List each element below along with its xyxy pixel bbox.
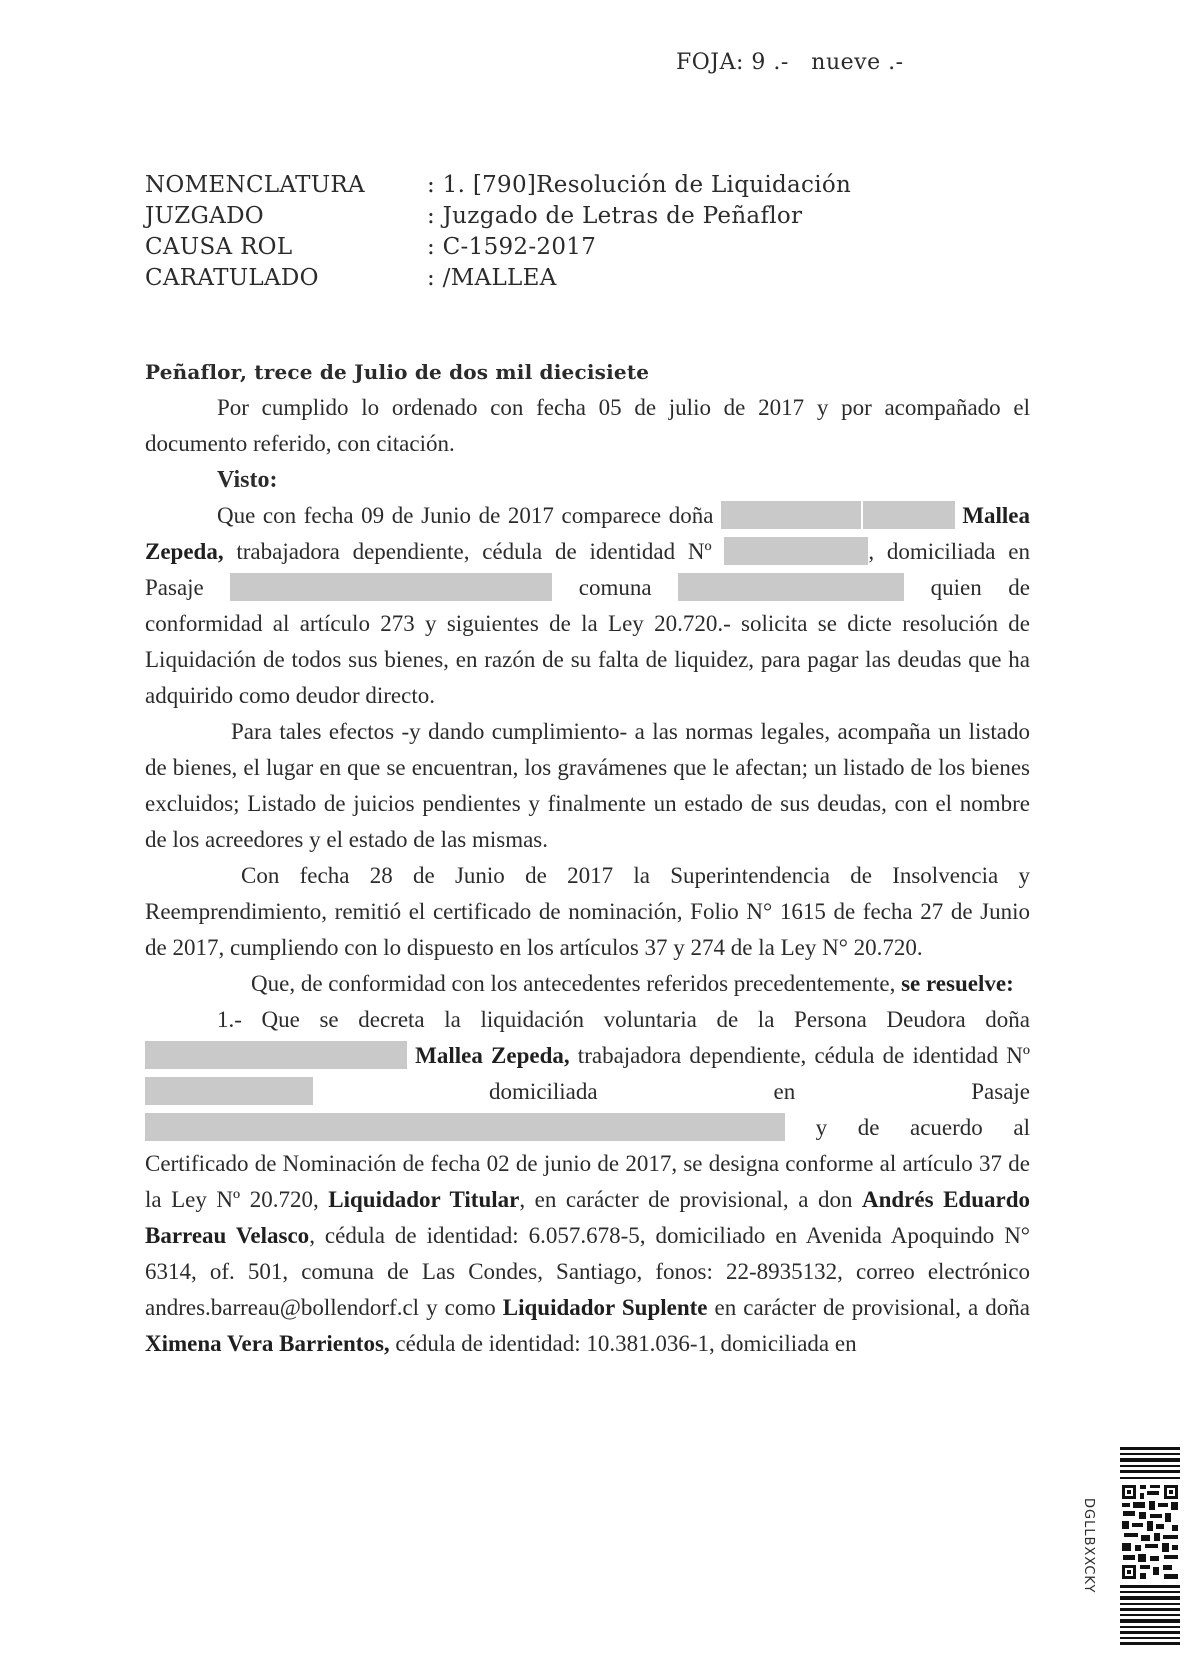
redacted-id-number bbox=[145, 1077, 313, 1105]
debtor-surname: Mallea Zepeda, bbox=[415, 1043, 570, 1068]
header-row-nomenclatura bbox=[145, 170, 851, 201]
visto-heading: Visto: bbox=[217, 467, 278, 493]
header-row-caratulado bbox=[145, 263, 851, 294]
text-run: , en carácter de provisional, a don bbox=[519, 1187, 862, 1212]
liquidador-titular-name: Andrés Eduardo Barreau Velasco bbox=[145, 1187, 1031, 1248]
header-label: CARATULADO bbox=[145, 265, 319, 291]
text-run: quien de conformidad al artículo 273 y siguientes de la Ley 20.720.- solicita se dicte resolución de Liquidación de todos sus bienes, en razón de su falta de liquidez, para pagar las deudas que ha adquirido como deudor directo. bbox=[145, 575, 1030, 708]
text-run: Que, de conformidad con los antecedentes referidos precedentemente, bbox=[251, 971, 902, 996]
header-label: JUZGADO bbox=[145, 203, 264, 229]
header-value: : /MALLEA bbox=[427, 265, 557, 291]
text-run: Que con fecha 09 de Junio de 2017 comparece doña bbox=[217, 503, 722, 528]
case-header bbox=[145, 170, 851, 294]
text-run: 1.- Que se decreta la liquidación voluntaria de la Persona Deudora doña bbox=[217, 1007, 1030, 1032]
text-run: comuna bbox=[552, 575, 679, 600]
redacted-address bbox=[145, 1113, 785, 1141]
liquidador-suplente-label: Liquidador Suplente bbox=[502, 1295, 708, 1320]
date-line: Peñaflor, trece de Julio de dos mil diecisiete bbox=[145, 360, 650, 384]
header-value: : C-1592-2017 bbox=[427, 234, 597, 260]
header-label: CAUSA ROL bbox=[145, 234, 293, 260]
header-label: NOMENCLATURA bbox=[145, 172, 365, 198]
resuelve-label: se resuelve: bbox=[901, 971, 1014, 996]
text-run: , cédula de identidad: 6.057.678-5, domiciliado en Avenida Apoquindo N° 6314, of. 501, comuna de Las Condes, Santiago, fonos: 22-8935132, correo electrónico andres.barreau@bollendorf.cl y como bbox=[145, 1223, 1031, 1320]
liquidador-titular-label: Liquidador Titular bbox=[328, 1187, 520, 1212]
header-row-causa-rol bbox=[145, 232, 851, 263]
redacted-name-part2 bbox=[863, 501, 955, 529]
text-run: en carácter de provisional, a doña bbox=[707, 1295, 1031, 1320]
paragraph-comparece bbox=[145, 498, 1030, 714]
paragraph-superintendencia: Con fecha 28 de Junio de 2017 la Superintendencia de Insolvencia y Reemprendimiento, remitió el certificado de nominación, Folio N° 1615 de fecha 27 de Junio de 2017, cumpliendo con lo dispuesto en los artículos 37 y 274 de la Ley N° 20.720. bbox=[145, 863, 1030, 960]
header-value: : 1. [790]Resolución de Liquidación bbox=[427, 172, 852, 198]
foja-number: FOJA: 9 .- nueve .- bbox=[676, 50, 904, 75]
liquidador-suplente-name: Ximena Vera Barrientos, bbox=[145, 1331, 390, 1356]
text-run: trabajadora dependiente, cédula de identidad Nº bbox=[223, 539, 725, 564]
paragraph-cumplido: Por cumplido lo ordenado con fecha 05 de julio de 2017 y por acompañado el documento referido, con citación. bbox=[145, 395, 1030, 456]
redacted-debtor-name bbox=[145, 1041, 407, 1069]
header-row-juzgado bbox=[145, 201, 851, 232]
qr-barcode-icon bbox=[1120, 1447, 1180, 1647]
redacted-comuna bbox=[678, 573, 904, 601]
text-run: trabajadora dependiente, cédula de identidad Nº bbox=[569, 1043, 1030, 1068]
redacted-name-part1 bbox=[721, 501, 861, 529]
debtor-surname: Mallea Zepeda, bbox=[145, 503, 1031, 564]
text-run: , domiciliada en Pasaje bbox=[145, 539, 1030, 600]
redacted-address bbox=[230, 573, 552, 601]
paragraph-decreta bbox=[145, 1002, 1030, 1362]
text-run: y de acuerdo al Certificado de Nominación de fecha 02 de junio de 2017, se designa conforme al artículo 37 de la Ley Nº 20.720, bbox=[145, 1115, 1030, 1212]
redacted-id-number bbox=[724, 537, 868, 565]
paragraph-efectos: Para tales efectos -y dando cumplimiento- a las normas legales, acompaña un listado de bienes, el lugar en que se encuentran, los gravámenes que le afectan; un listado de los bienes excluidos; Listado de juicios pendientes y finalmente un estado de sus deudas, con el nombre de los acreedores y el estado de las mismas. bbox=[145, 719, 1030, 852]
text-run: domiciliada en Pasaje bbox=[313, 1079, 1030, 1104]
resolution-body bbox=[145, 354, 1030, 1362]
paragraph-resuelve bbox=[145, 966, 1030, 1002]
header-value: : Juzgado de Letras de Peñaflor bbox=[427, 203, 803, 229]
text-run: cédula de identidad: 10.381.036-1, domiciliada en bbox=[389, 1331, 857, 1356]
barcode-code: DGLLBXXCKY bbox=[1081, 1498, 1096, 1594]
